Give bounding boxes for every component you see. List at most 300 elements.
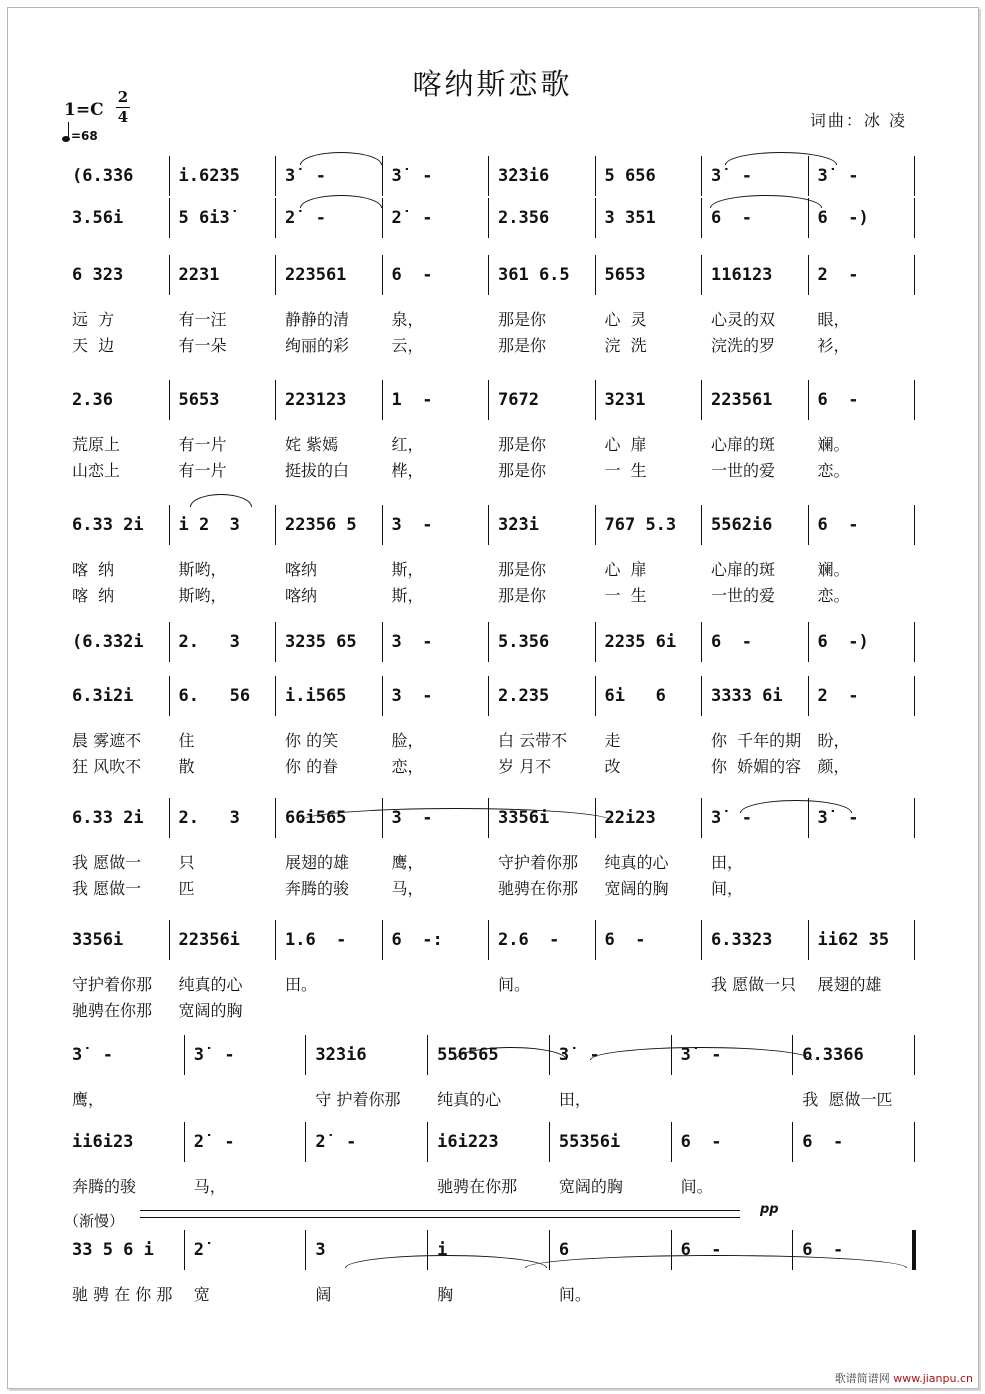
lyric-segment: 一 生 <box>604 586 647 605</box>
measure: 6.3323 <box>711 930 773 950</box>
measure: i.62̇3̇5 <box>178 166 240 186</box>
measure: 2.235 <box>498 686 550 706</box>
lyric-segment: 胸 <box>437 1285 454 1304</box>
bar-line <box>808 676 809 716</box>
bar-line <box>701 798 702 838</box>
bar-line <box>382 156 383 196</box>
measure: 3̇ - <box>558 1045 600 1065</box>
song-title: 喀纳斯恋歌 <box>412 67 573 101</box>
measure: 3 - <box>391 808 433 828</box>
lyric-segment: 斓。 <box>817 435 850 454</box>
lyric-segment: 宽阔的胸 <box>178 1001 243 1020</box>
measure: 2.36 <box>72 390 113 410</box>
measure: 2.6 - <box>498 930 560 950</box>
lyric-segment: 远 方 <box>72 310 115 329</box>
lyric-segment: 浣洗的罗 <box>711 336 776 355</box>
lyric-segment: 那是你 <box>498 560 547 579</box>
lyric-segment: 桦， <box>391 461 424 480</box>
lyric-segment: 走 <box>604 731 621 750</box>
bar-line <box>792 1122 793 1162</box>
measure: 3̇ - <box>817 808 859 828</box>
bar-line <box>595 676 596 716</box>
measure: 3̇ - <box>72 1045 113 1065</box>
bar-line <box>382 505 383 545</box>
composer-credit: 词曲：冰 凌 <box>809 111 907 130</box>
lyric-segment: 那是你 <box>498 310 547 329</box>
lyric-segment: 我 愿做一匹 <box>802 1090 893 1109</box>
lyric-segment: 匹 <box>178 879 195 898</box>
lyric-segment: 心扉的斑 <box>711 560 776 579</box>
bar-line <box>275 505 276 545</box>
measure: 6.33 2i <box>72 515 144 535</box>
lyric-segment: 狂 风吹不 <box>72 757 142 776</box>
lyric-segment: 衫， <box>817 336 850 355</box>
lyric-segment: 一世的爱 <box>711 461 776 480</box>
bar-line <box>488 156 489 196</box>
measure: 3̇2̇3̇i6 <box>498 166 550 186</box>
lyric-segment: 间。 <box>680 1177 713 1196</box>
bar-line <box>169 798 170 838</box>
lyric-segment: 一世的爱 <box>711 586 776 605</box>
measure: (6.3̇3̇6 <box>72 166 134 186</box>
bar-line <box>595 622 596 662</box>
measure: 6 -) <box>817 632 869 652</box>
measure: 3̇ - <box>285 166 326 186</box>
measure: 3 - <box>391 632 433 652</box>
measure: 6 - <box>391 265 433 285</box>
lyric-line <box>64 876 916 898</box>
lyric-segment: 纯真的心 <box>604 853 669 872</box>
tempo-value: =68 <box>71 129 98 143</box>
bar-line <box>427 1035 428 1075</box>
bar-line <box>549 1122 550 1162</box>
lyric-segment: 斯哟， <box>178 586 227 605</box>
lyric-segment: 那是你 <box>498 461 547 480</box>
lyric-segment: 喀纳 <box>285 560 318 579</box>
measure: 556565 <box>437 1045 499 1065</box>
measure: 2 - <box>817 265 859 285</box>
lyric-segment: 浣 洗 <box>604 336 647 355</box>
measure: 2231 <box>178 265 220 285</box>
bar-line <box>595 920 596 960</box>
bar-line <box>275 920 276 960</box>
lyric-segment: 那是你 <box>498 586 547 605</box>
measure: 55356i <box>558 1132 621 1152</box>
measure: 2. 3 <box>178 632 240 652</box>
dynamic-mark: pp <box>760 1202 779 1217</box>
lyric-segment: 间。 <box>498 975 531 994</box>
lyric-segment: 有一汪 <box>178 310 227 329</box>
measure: 3̇2̇3̇i6 <box>315 1045 367 1065</box>
lyric-line <box>64 728 916 750</box>
music-row <box>64 390 916 414</box>
measure: 361 6.5 <box>498 265 570 285</box>
lyric-segment: 田。 <box>285 975 318 994</box>
bar-line <box>305 1035 306 1075</box>
measure: 2̇ <box>193 1240 204 1260</box>
bar-line <box>382 676 383 716</box>
bar-line <box>169 622 170 662</box>
lyric-segment: 住 <box>178 731 195 750</box>
measure: 2̇ - <box>391 208 433 228</box>
lyric-segment: 你 娇媚的容 <box>711 757 802 776</box>
measure: 3̇2̇3̇i <box>498 515 539 535</box>
measure: 2̇ - <box>285 208 326 228</box>
bar-line <box>808 920 809 960</box>
measure: i.i565 <box>285 686 347 706</box>
measure: 3.56i <box>72 208 124 228</box>
lyric-segment: 恋。 <box>817 461 850 480</box>
bar-line <box>914 198 915 238</box>
lyric-segment: 静静的清 <box>285 310 350 329</box>
lyric-segment: 守 护着你那 <box>315 1090 401 1109</box>
lyric-segment: 有一朵 <box>178 336 227 355</box>
measure: 3 - <box>391 515 433 535</box>
lyric-segment: 马， <box>193 1177 226 1196</box>
bar-line <box>914 676 915 716</box>
lyric-line <box>64 333 916 355</box>
lyric-segment: 宽阔的胸 <box>558 1177 623 1196</box>
bar-line <box>427 1122 428 1162</box>
lyric-segment: 眼， <box>817 310 850 329</box>
measure: 66i565 <box>285 808 347 828</box>
measure: i <box>437 1240 448 1260</box>
lyric-segment: 奔腾的骏 <box>285 879 350 898</box>
measure: 6 - <box>802 1240 844 1260</box>
lyric-segment: 心扉的斑 <box>711 435 776 454</box>
measure: 3̇ - <box>391 166 433 186</box>
lyric-segment: 泉， <box>391 310 424 329</box>
bar-line <box>382 255 383 295</box>
lyric-segment: 间， <box>711 879 744 898</box>
bar-line <box>169 198 170 238</box>
lyric-segment: 驰 骋 在 你 那 <box>72 1285 173 1304</box>
bar-line <box>275 156 276 196</box>
measure: 6.3366 <box>802 1045 864 1065</box>
measure: 5.356 <box>498 632 550 652</box>
bar-line <box>382 198 383 238</box>
bar-line <box>275 676 276 716</box>
bar-line <box>488 676 489 716</box>
lyric-segment: 纯真的心 <box>437 1090 502 1109</box>
measure: 3̇ - <box>817 166 859 186</box>
time-signature <box>116 88 130 127</box>
bar-line <box>701 622 702 662</box>
measure: 6 - <box>711 208 752 228</box>
measure: 6.3i2i <box>72 686 134 706</box>
lyric-line <box>64 1174 916 1196</box>
bar-line <box>595 255 596 295</box>
measure: 116123 <box>711 265 773 285</box>
lyric-segment: 展翅的雄 <box>817 975 882 994</box>
lyric-segment: 喀纳 <box>285 586 318 605</box>
bar-line <box>701 676 702 716</box>
measure: 5653 <box>604 265 646 285</box>
lyric-segment: 阔 <box>315 1285 332 1304</box>
bar-line <box>914 920 915 960</box>
measure: 223123 <box>285 390 347 410</box>
lyric-line <box>64 557 916 579</box>
measure: 7672 <box>498 390 539 410</box>
bar-line <box>488 255 489 295</box>
bar-line <box>184 1035 185 1075</box>
watermark <box>835 1370 973 1386</box>
measure: 3̇ - <box>711 808 752 828</box>
bar-line <box>184 1230 185 1270</box>
lyric-segment: 颜， <box>817 757 850 776</box>
bar-line <box>595 156 596 196</box>
lyric-segment: 斓。 <box>817 560 850 579</box>
lyric-segment: 那是你 <box>498 435 547 454</box>
watermark-url: www.jianpu.cn <box>893 1372 973 1385</box>
measure: 3 351 <box>604 208 656 228</box>
bar-line <box>275 380 276 420</box>
lyric-segment: 岁 月不 <box>498 757 552 776</box>
measure: 3 <box>315 1240 326 1260</box>
bar-line <box>914 505 915 545</box>
lyric-segment: 鹰， <box>72 1090 105 1109</box>
lyric-segment: 有一片 <box>178 435 227 454</box>
lyric-segment: 盼， <box>817 731 850 750</box>
bar-line <box>382 920 383 960</box>
lyric-segment: 驰骋在你那 <box>72 1001 153 1020</box>
lyric-segment: 云， <box>391 336 424 355</box>
bar-line <box>671 1122 672 1162</box>
lyric-line <box>64 998 916 1020</box>
measure: 22356 5 <box>285 515 357 535</box>
music-row <box>64 208 916 232</box>
measure: 5653 <box>178 390 220 410</box>
measure: 5 656 <box>604 166 656 186</box>
lyric-segment: 奔腾的骏 <box>72 1177 137 1196</box>
lyric-segment: 我 愿做一 <box>72 879 142 898</box>
bar-line <box>169 505 170 545</box>
measure: 3̇ - <box>680 1045 722 1065</box>
lyric-segment: 红， <box>391 435 424 454</box>
lyric-line <box>64 972 916 994</box>
bar-line <box>808 255 809 295</box>
lyric-segment: 我 愿做一 <box>72 853 142 872</box>
lyric-segment: 驰骋在你那 <box>498 879 579 898</box>
measure: 2 - <box>817 686 859 706</box>
bar-line <box>169 380 170 420</box>
ritardando-line <box>140 1210 740 1218</box>
lyric-segment: 我 愿做一只 <box>711 975 797 994</box>
lyric-segment: 散 <box>178 757 195 776</box>
measure: 22356i <box>178 930 240 950</box>
measure: 2̇ - <box>315 1132 357 1152</box>
measure: 2̇ - <box>193 1132 235 1152</box>
lyric-segment: 田， <box>711 853 744 872</box>
lyric-segment: 宽阔的胸 <box>604 879 669 898</box>
bar-line <box>169 156 170 196</box>
measure: 2235 6i <box>604 632 677 652</box>
lyric-segment: 荒原上 <box>72 435 121 454</box>
bar-line <box>305 1122 306 1162</box>
bar-line <box>305 1230 306 1270</box>
bar-line <box>914 380 915 420</box>
measure: 6 - <box>680 1240 722 1260</box>
measure: 6 - <box>711 632 752 652</box>
lyric-segment: 斯， <box>391 560 424 579</box>
bar-line <box>808 622 809 662</box>
bar-line <box>701 920 702 960</box>
lyric-segment: 心灵的双 <box>711 310 776 329</box>
measure: 6 - <box>817 515 859 535</box>
bar-line <box>488 380 489 420</box>
lyric-segment: 喀 纳 <box>72 560 115 579</box>
lyric-segment: 恋。 <box>817 586 850 605</box>
measure: 6. 56 <box>178 686 251 706</box>
lyric-segment: 喀 纳 <box>72 586 115 605</box>
bar-line <box>701 198 702 238</box>
music-row <box>64 1132 916 1156</box>
music-row <box>64 686 916 710</box>
measure: 3356i <box>498 808 550 828</box>
tempo-mark <box>62 125 98 143</box>
bar-line <box>914 255 915 295</box>
lyric-segment: 心 灵 <box>604 310 647 329</box>
lyric-segment: 间。 <box>558 1285 591 1304</box>
measure: 3356i <box>72 930 124 950</box>
music-row <box>64 930 916 954</box>
lyric-line <box>64 1087 916 1109</box>
lyric-segment: 你 的笑 <box>285 731 339 750</box>
measure: 1 - <box>391 390 433 410</box>
lyric-segment: 挺拔的白 <box>285 461 350 480</box>
lyric-segment: 马， <box>391 879 424 898</box>
measure: 22i23 <box>604 808 656 828</box>
bar-line <box>169 920 170 960</box>
bar-line <box>169 676 170 716</box>
lyric-segment: 山恋上 <box>72 461 121 480</box>
measure: i 2 3 <box>178 515 240 535</box>
bar-line <box>488 505 489 545</box>
measure: 3 - <box>391 686 433 706</box>
lyric-segment: 有一片 <box>178 461 227 480</box>
bar-line <box>808 380 809 420</box>
measure: ii62 35 <box>817 930 890 950</box>
music-row <box>64 632 916 656</box>
bar-line <box>275 198 276 238</box>
measure: 223561 <box>711 390 773 410</box>
lyric-segment: 绚丽的彩 <box>285 336 350 355</box>
tempo-change-mark: （渐慢） <box>64 1212 125 1230</box>
measure: 2.356 <box>498 208 550 228</box>
bar-line <box>275 622 276 662</box>
time-signature-top: 2 <box>117 88 129 106</box>
measure: 6 - <box>604 930 646 950</box>
music-row <box>64 166 916 190</box>
measure: 6 -: <box>391 930 443 950</box>
lyric-segment: 宽 <box>193 1285 210 1304</box>
lyric-segment: 天 边 <box>72 336 115 355</box>
bar-line <box>701 255 702 295</box>
watermark-site: 歌谱简谱网 <box>834 1372 890 1385</box>
lyric-segment: 纯真的心 <box>178 975 243 994</box>
bar-line <box>914 156 915 196</box>
measure: 6 - <box>680 1132 722 1152</box>
measure: 3̇ - <box>711 166 752 186</box>
bar-line <box>275 255 276 295</box>
lyric-segment: 你 千年的期 <box>711 731 802 750</box>
lyric-segment: 鹰， <box>391 853 424 872</box>
bar-line <box>914 622 915 662</box>
final-bar-line <box>912 1230 916 1270</box>
measure: 6i 6 <box>604 686 666 706</box>
lyric-line <box>64 432 916 454</box>
lyric-segment: 田， <box>558 1090 591 1109</box>
measure: 6.33 2i <box>72 808 144 828</box>
bar-line <box>382 380 383 420</box>
measure: 5562i6 <box>711 515 773 535</box>
measure: i6i223 <box>437 1132 499 1152</box>
bar-line <box>701 156 702 196</box>
lyric-segment: 驰骋在你那 <box>437 1177 518 1196</box>
bar-line <box>595 505 596 545</box>
lyric-segment: 你 的眷 <box>285 757 339 776</box>
measure: 3̇ - <box>193 1045 235 1065</box>
bar-line <box>595 198 596 238</box>
bar-line <box>488 920 489 960</box>
measure: 3235 65 <box>285 632 357 652</box>
measure: 33 5 6 i <box>72 1240 154 1260</box>
lyric-line <box>64 458 916 480</box>
time-signature-bottom: 4 <box>117 108 129 126</box>
lyric-segment: 白 云带不 <box>498 731 568 750</box>
lyric-segment: 展翅的雄 <box>285 853 350 872</box>
bar-line <box>808 505 809 545</box>
lyric-segment: 改 <box>604 757 621 776</box>
bar-line <box>914 1122 915 1162</box>
music-row <box>64 515 916 539</box>
measure: 2. 3 <box>178 808 240 828</box>
lyric-segment: 守护着你那 <box>498 853 579 872</box>
lyric-segment: 斯， <box>391 586 424 605</box>
measure: 223561 <box>285 265 347 285</box>
measure: 3231 <box>604 390 646 410</box>
bar-line <box>595 380 596 420</box>
bar-line <box>914 1035 915 1075</box>
measure: 3333 6i <box>711 686 783 706</box>
key-signature: 1=C <box>64 100 104 120</box>
lyric-segment: 守护着你那 <box>72 975 153 994</box>
lyric-segment: 脸， <box>391 731 424 750</box>
measure: 5 6i3̇ <box>178 208 230 228</box>
measure: 767 5.3 <box>604 515 677 535</box>
lyric-segment: 斯哟， <box>178 560 227 579</box>
lyric-line <box>64 307 916 329</box>
measure: 1.6 - <box>285 930 347 950</box>
lyric-segment: 心 扉 <box>604 435 647 454</box>
music-row <box>64 265 916 289</box>
lyric-segment: 恋， <box>391 757 424 776</box>
bar-line <box>701 505 702 545</box>
lyric-segment: 心 扉 <box>604 560 647 579</box>
measure: 6 - <box>817 390 859 410</box>
bar-line <box>169 255 170 295</box>
measure: (6.3̇3̇2i <box>72 632 144 652</box>
measure: 6 323 <box>72 265 124 285</box>
bar-line <box>701 380 702 420</box>
lyric-line <box>64 583 916 605</box>
bar-line <box>275 798 276 838</box>
lyric-segment: 那是你 <box>498 336 547 355</box>
bar-line <box>488 622 489 662</box>
lyric-segment: 一 生 <box>604 461 647 480</box>
lyric-segment: 姹 紫嫣 <box>285 435 339 454</box>
lyric-segment: 只 <box>178 853 195 872</box>
